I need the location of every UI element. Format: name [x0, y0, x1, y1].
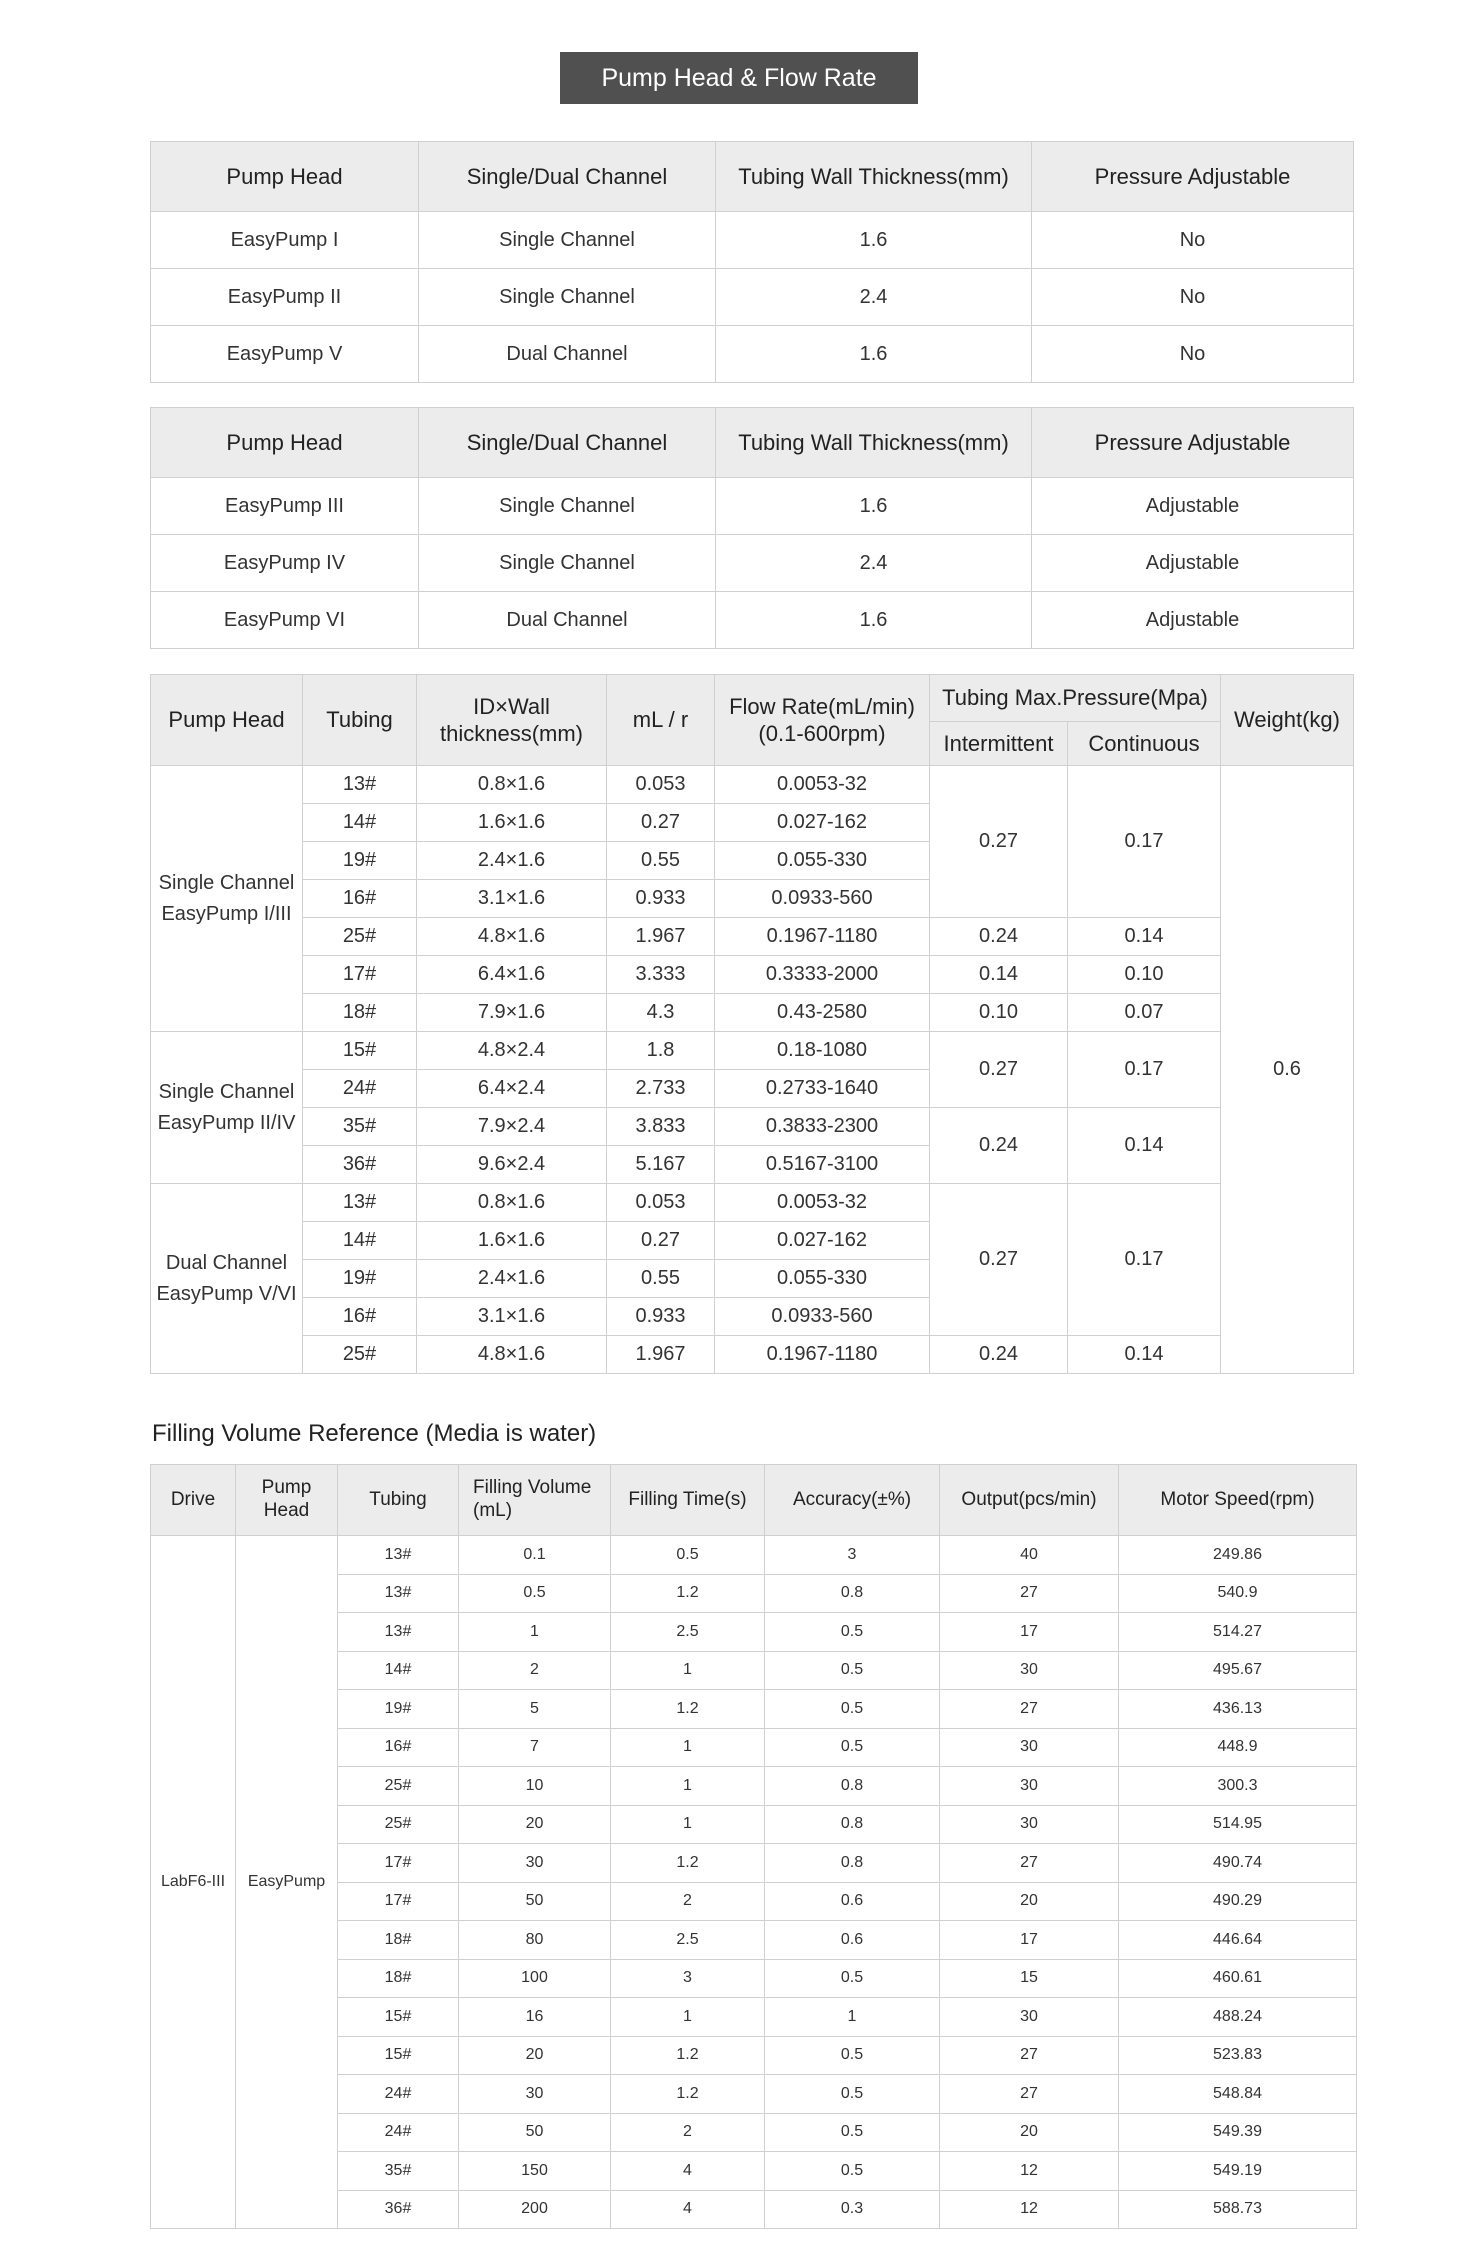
cell-motor-speed: 549.19: [1119, 2152, 1357, 2191]
table-row: [151, 478, 1354, 535]
cell-filling-volume: 16: [459, 1998, 611, 2037]
cell-filling-volume: 50: [459, 1882, 611, 1921]
cell-accuracy: 3: [765, 1536, 940, 1575]
cell-flow-rate: 0.1967-1180: [715, 918, 930, 956]
cell-ml-per-rev: 1.967: [607, 918, 715, 956]
group-label: Dual Channel EasyPump V/VI: [151, 1184, 303, 1374]
cell-motor-speed: 490.29: [1119, 1882, 1357, 1921]
cell-ml-per-rev: 4.3: [607, 994, 715, 1032]
cell-accuracy: 0.5: [765, 1690, 940, 1729]
table-row: [151, 269, 1354, 326]
cell-continuous: 0.14: [1068, 918, 1221, 956]
cell-ml-per-rev: 1.967: [607, 1336, 715, 1374]
cell-tubing: 16#: [303, 880, 417, 918]
cell-flow-rate: 0.027-162: [715, 1222, 930, 1260]
header-wall-thickness: Tubing Wall Thickness(mm): [716, 408, 1032, 478]
cell-filling-volume: 5: [459, 1690, 611, 1729]
cell-filling-volume: 200: [459, 2190, 611, 2229]
cell-tubing: 19#: [303, 1260, 417, 1298]
cell-flow-rate: 0.3333-2000: [715, 956, 930, 994]
header-filling-volume: Filling Volume (mL): [459, 1465, 611, 1536]
cell-filling-time: 1: [611, 1805, 765, 1844]
header-pressure-adjustable: Pressure Adjustable: [1032, 408, 1354, 478]
cell-filling-time: 2: [611, 2113, 765, 2152]
cell-accuracy: 0.5: [765, 1728, 940, 1767]
cell-pump-head: EasyPump IV: [151, 535, 419, 592]
cell-pump-head: EasyPump I: [151, 212, 419, 269]
cell-output: 15: [940, 1959, 1119, 1998]
cell-filling-time: 1: [611, 1767, 765, 1806]
cell-intermittent: 0.27: [930, 766, 1068, 918]
cell-id-wall: 0.8×1.6: [417, 1184, 607, 1222]
cell-channel: Single Channel: [419, 212, 716, 269]
header-wall-thickness: Tubing Wall Thickness(mm): [716, 142, 1032, 212]
table-row: [151, 1536, 1357, 1575]
cell-tubing: 13#: [303, 766, 417, 804]
cell-ml-per-rev: 2.733: [607, 1070, 715, 1108]
cell-motor-speed: 300.3: [1119, 1767, 1357, 1806]
cell-drive: LabF6-III: [151, 1536, 236, 2229]
cell-flow-rate: 0.5167-3100: [715, 1146, 930, 1184]
cell-filling-time: 2.5: [611, 1613, 765, 1652]
cell-motor-speed: 249.86: [1119, 1536, 1357, 1575]
cell-motor-speed: 514.27: [1119, 1613, 1357, 1652]
cell-output: 27: [940, 2075, 1119, 2114]
table-row: [151, 1336, 1354, 1374]
cell-channel: Single Channel: [419, 269, 716, 326]
cell-tubing: 25#: [303, 1336, 417, 1374]
cell-id-wall: 2.4×1.6: [417, 1260, 607, 1298]
cell-wall-thickness: 1.6: [716, 326, 1032, 383]
cell-accuracy: 0.6: [765, 1882, 940, 1921]
header-flow-rate: Flow Rate(mL/min) (0.1-600rpm): [715, 675, 930, 766]
cell-id-wall: 2.4×1.6: [417, 842, 607, 880]
cell-output: 30: [940, 1998, 1119, 2037]
cell-filling-volume: 1: [459, 1613, 611, 1652]
cell-accuracy: 0.5: [765, 2075, 940, 2114]
cell-output: 27: [940, 2036, 1119, 2075]
cell-filling-volume: 50: [459, 2113, 611, 2152]
cell-intermittent: 0.24: [930, 1336, 1068, 1374]
cell-motor-speed: 436.13: [1119, 1690, 1357, 1729]
header-pressure-adjustable: Pressure Adjustable: [1032, 142, 1354, 212]
cell-output: 40: [940, 1536, 1119, 1575]
header-id-wall: ID×Wall thickness(mm): [417, 675, 607, 766]
cell-tubing: 14#: [338, 1651, 459, 1690]
cell-pressure-adjustable: Adjustable: [1032, 478, 1354, 535]
cell-accuracy: 1: [765, 1998, 940, 2037]
cell-filling-time: 1: [611, 1651, 765, 1690]
header-max-pressure: Tubing Max.Pressure(Mpa): [930, 675, 1221, 722]
cell-flow-rate: 0.0053-32: [715, 766, 930, 804]
cell-accuracy: 0.8: [765, 1805, 940, 1844]
header-channel: Single/Dual Channel: [419, 408, 716, 478]
cell-weight: 0.6: [1221, 766, 1354, 1374]
cell-filling-volume: 150: [459, 2152, 611, 2191]
cell-output: 20: [940, 1882, 1119, 1921]
cell-intermittent: 0.24: [930, 1108, 1068, 1184]
table-row: [151, 956, 1354, 994]
cell-flow-rate: 0.055-330: [715, 1260, 930, 1298]
cell-accuracy: 0.5: [765, 2036, 940, 2075]
cell-continuous: 0.17: [1068, 1184, 1221, 1336]
cell-pump-head: EasyPump V: [151, 326, 419, 383]
header-filling-time: Filling Time(s): [611, 1465, 765, 1536]
cell-tubing: 18#: [338, 1959, 459, 1998]
cell-output: 27: [940, 1574, 1119, 1613]
cell-filling-volume: 0.1: [459, 1536, 611, 1575]
cell-continuous: 0.07: [1068, 994, 1221, 1032]
header-tubing: Tubing: [338, 1465, 459, 1536]
table-row: [151, 212, 1354, 269]
cell-ml-per-rev: 0.933: [607, 1298, 715, 1336]
cell-tubing: 17#: [338, 1882, 459, 1921]
cell-tubing: 18#: [338, 1921, 459, 1960]
cell-flow-rate: 0.18-1080: [715, 1032, 930, 1070]
cell-tubing: 36#: [338, 2190, 459, 2229]
cell-tubing: 15#: [338, 1998, 459, 2037]
cell-channel: Single Channel: [419, 478, 716, 535]
cell-pressure-adjustable: Adjustable: [1032, 592, 1354, 649]
header-tubing: Tubing: [303, 675, 417, 766]
table-row: [151, 766, 1354, 804]
cell-id-wall: 1.6×1.6: [417, 1222, 607, 1260]
cell-filling-time: 1.2: [611, 1690, 765, 1729]
flow-rate-table: [150, 674, 1354, 1374]
cell-id-wall: 4.8×2.4: [417, 1032, 607, 1070]
cell-motor-speed: 588.73: [1119, 2190, 1357, 2229]
cell-motor-speed: 548.84: [1119, 2075, 1357, 2114]
cell-output: 30: [940, 1651, 1119, 1690]
cell-motor-speed: 460.61: [1119, 1959, 1357, 1998]
cell-filling-time: 2.5: [611, 1921, 765, 1960]
cell-filling-volume: 10: [459, 1767, 611, 1806]
cell-tubing: 16#: [303, 1298, 417, 1336]
table-row: [151, 1032, 1354, 1070]
cell-motor-speed: 490.74: [1119, 1844, 1357, 1883]
table-row: [151, 918, 1354, 956]
cell-tubing: 19#: [338, 1690, 459, 1729]
cell-tubing: 25#: [303, 918, 417, 956]
cell-tubing: 19#: [303, 842, 417, 880]
cell-accuracy: 0.8: [765, 1844, 940, 1883]
cell-filling-volume: 20: [459, 2036, 611, 2075]
header-pump-head: Pump Head: [236, 1465, 338, 1536]
cell-tubing: 25#: [338, 1805, 459, 1844]
cell-intermittent: 0.10: [930, 994, 1068, 1032]
group-label: Single Channel EasyPump I/III: [151, 766, 303, 1032]
cell-intermittent: 0.27: [930, 1184, 1068, 1336]
cell-ml-per-rev: 3.333: [607, 956, 715, 994]
header-output: Output(pcs/min): [940, 1465, 1119, 1536]
cell-intermittent: 0.27: [930, 1032, 1068, 1108]
cell-pressure-adjustable: No: [1032, 212, 1354, 269]
cell-ml-per-rev: 0.55: [607, 842, 715, 880]
table-row: [151, 592, 1354, 649]
cell-intermittent: 0.24: [930, 918, 1068, 956]
cell-ml-per-rev: 5.167: [607, 1146, 715, 1184]
cell-tubing: 13#: [338, 1613, 459, 1652]
cell-filling-time: 1.2: [611, 1574, 765, 1613]
cell-id-wall: 6.4×1.6: [417, 956, 607, 994]
cell-wall-thickness: 2.4: [716, 269, 1032, 326]
cell-filling-time: 0.5: [611, 1536, 765, 1575]
cell-output: 17: [940, 1613, 1119, 1652]
cell-output: 30: [940, 1728, 1119, 1767]
cell-pump-head: EasyPump: [236, 1536, 338, 2229]
header-weight: Weight(kg): [1221, 675, 1354, 766]
cell-id-wall: 6.4×2.4: [417, 1070, 607, 1108]
cell-filling-time: 1: [611, 1998, 765, 2037]
cell-tubing: 35#: [303, 1108, 417, 1146]
cell-ml-per-rev: 0.27: [607, 1222, 715, 1260]
cell-pump-head: EasyPump III: [151, 478, 419, 535]
cell-filling-volume: 80: [459, 1921, 611, 1960]
cell-filling-time: 4: [611, 2152, 765, 2191]
filling-section-title: Filling Volume Reference (Media is water): [152, 1420, 597, 1447]
cell-pressure-adjustable: No: [1032, 269, 1354, 326]
cell-flow-rate: 0.43-2580: [715, 994, 930, 1032]
cell-accuracy: 0.3: [765, 2190, 940, 2229]
header-channel: Single/Dual Channel: [419, 142, 716, 212]
cell-flow-rate: 0.2733-1640: [715, 1070, 930, 1108]
cell-pump-head: EasyPump II: [151, 269, 419, 326]
cell-tubing: 17#: [303, 956, 417, 994]
cell-wall-thickness: 2.4: [716, 535, 1032, 592]
cell-flow-rate: 0.0933-560: [715, 1298, 930, 1336]
cell-tubing: 13#: [303, 1184, 417, 1222]
cell-accuracy: 0.5: [765, 2113, 940, 2152]
cell-wall-thickness: 1.6: [716, 592, 1032, 649]
header-continuous: Continuous: [1068, 722, 1221, 766]
cell-id-wall: 7.9×1.6: [417, 994, 607, 1032]
cell-flow-rate: 0.3833-2300: [715, 1108, 930, 1146]
cell-output: 17: [940, 1921, 1119, 1960]
cell-continuous: 0.17: [1068, 766, 1221, 918]
cell-motor-speed: 540.9: [1119, 1574, 1357, 1613]
cell-ml-per-rev: 0.933: [607, 880, 715, 918]
table-row: [151, 535, 1354, 592]
cell-output: 12: [940, 2152, 1119, 2191]
header-pump-head: Pump Head: [151, 142, 419, 212]
cell-filling-time: 1.2: [611, 1844, 765, 1883]
cell-pump-head: EasyPump VI: [151, 592, 419, 649]
cell-id-wall: 4.8×1.6: [417, 1336, 607, 1374]
cell-flow-rate: 0.0933-560: [715, 880, 930, 918]
header-pump-head: Pump Head: [151, 675, 303, 766]
cell-motor-speed: 446.64: [1119, 1921, 1357, 1960]
cell-tubing: 24#: [338, 2113, 459, 2152]
cell-pressure-adjustable: Adjustable: [1032, 535, 1354, 592]
cell-output: 20: [940, 2113, 1119, 2152]
cell-tubing: 24#: [338, 2075, 459, 2114]
header-accuracy: Accuracy(±%): [765, 1465, 940, 1536]
cell-output: 27: [940, 1690, 1119, 1729]
cell-accuracy: 0.5: [765, 1651, 940, 1690]
cell-flow-rate: 0.055-330: [715, 842, 930, 880]
cell-ml-per-rev: 0.55: [607, 1260, 715, 1298]
cell-filling-volume: 0.5: [459, 1574, 611, 1613]
cell-pressure-adjustable: No: [1032, 326, 1354, 383]
cell-accuracy: 0.5: [765, 1613, 940, 1652]
cell-tubing: 15#: [338, 2036, 459, 2075]
cell-id-wall: 7.9×2.4: [417, 1108, 607, 1146]
group-label: Single Channel EasyPump II/IV: [151, 1032, 303, 1184]
cell-channel: Dual Channel: [419, 326, 716, 383]
cell-filling-volume: 2: [459, 1651, 611, 1690]
cell-ml-per-rev: 0.27: [607, 804, 715, 842]
header-intermittent: Intermittent: [930, 722, 1068, 766]
cell-tubing: 35#: [338, 2152, 459, 2191]
cell-filling-volume: 7: [459, 1728, 611, 1767]
header-drive: Drive: [151, 1465, 236, 1536]
cell-filling-time: 2: [611, 1882, 765, 1921]
cell-ml-per-rev: 3.833: [607, 1108, 715, 1146]
cell-channel: Single Channel: [419, 535, 716, 592]
cell-id-wall: 9.6×2.4: [417, 1146, 607, 1184]
pump-head-table-2: [150, 407, 1354, 649]
cell-filling-time: 1.2: [611, 2036, 765, 2075]
cell-id-wall: 0.8×1.6: [417, 766, 607, 804]
cell-id-wall: 4.8×1.6: [417, 918, 607, 956]
cell-ml-per-rev: 1.8: [607, 1032, 715, 1070]
cell-flow-rate: 0.027-162: [715, 804, 930, 842]
cell-id-wall: 1.6×1.6: [417, 804, 607, 842]
cell-wall-thickness: 1.6: [716, 212, 1032, 269]
cell-id-wall: 3.1×1.6: [417, 880, 607, 918]
cell-filling-volume: 100: [459, 1959, 611, 1998]
cell-motor-speed: 488.24: [1119, 1998, 1357, 2037]
cell-filling-volume: 20: [459, 1805, 611, 1844]
cell-tubing: 25#: [338, 1767, 459, 1806]
cell-tubing: 14#: [303, 1222, 417, 1260]
page-title: Pump Head & Flow Rate: [560, 52, 918, 104]
cell-output: 27: [940, 1844, 1119, 1883]
cell-motor-speed: 495.67: [1119, 1651, 1357, 1690]
cell-output: 12: [940, 2190, 1119, 2229]
cell-output: 30: [940, 1767, 1119, 1806]
cell-accuracy: 0.8: [765, 1574, 940, 1613]
cell-motor-speed: 514.95: [1119, 1805, 1357, 1844]
table-row: [151, 1108, 1354, 1146]
cell-intermittent: 0.14: [930, 956, 1068, 994]
cell-continuous: 0.14: [1068, 1108, 1221, 1184]
cell-wall-thickness: 1.6: [716, 478, 1032, 535]
cell-tubing: 18#: [303, 994, 417, 1032]
table-row: [151, 326, 1354, 383]
cell-ml-per-rev: 0.053: [607, 1184, 715, 1222]
header-pump-head: Pump Head: [151, 408, 419, 478]
cell-motor-speed: 523.83: [1119, 2036, 1357, 2075]
table-row: [151, 1184, 1354, 1222]
cell-tubing: 13#: [338, 1536, 459, 1575]
header-ml-per-rev: mL / r: [607, 675, 715, 766]
cell-tubing: 24#: [303, 1070, 417, 1108]
cell-filling-time: 1.2: [611, 2075, 765, 2114]
cell-tubing: 13#: [338, 1574, 459, 1613]
cell-tubing: 17#: [338, 1844, 459, 1883]
cell-motor-speed: 549.39: [1119, 2113, 1357, 2152]
cell-tubing: 16#: [338, 1728, 459, 1767]
cell-motor-speed: 448.9: [1119, 1728, 1357, 1767]
cell-tubing: 15#: [303, 1032, 417, 1070]
filling-volume-table: [150, 1464, 1357, 2229]
cell-accuracy: 0.5: [765, 1959, 940, 1998]
cell-ml-per-rev: 0.053: [607, 766, 715, 804]
cell-filling-volume: 30: [459, 1844, 611, 1883]
cell-tubing: 36#: [303, 1146, 417, 1184]
cell-channel: Dual Channel: [419, 592, 716, 649]
cell-accuracy: 0.5: [765, 2152, 940, 2191]
cell-tubing: 14#: [303, 804, 417, 842]
cell-filling-time: 3: [611, 1959, 765, 1998]
cell-flow-rate: 0.0053-32: [715, 1184, 930, 1222]
cell-filling-time: 1: [611, 1728, 765, 1767]
cell-output: 30: [940, 1805, 1119, 1844]
cell-continuous: 0.10: [1068, 956, 1221, 994]
cell-id-wall: 3.1×1.6: [417, 1298, 607, 1336]
pump-head-table-1: [150, 141, 1354, 383]
cell-accuracy: 0.6: [765, 1921, 940, 1960]
cell-continuous: 0.17: [1068, 1032, 1221, 1108]
cell-filling-volume: 30: [459, 2075, 611, 2114]
cell-flow-rate: 0.1967-1180: [715, 1336, 930, 1374]
header-motor-speed: Motor Speed(rpm): [1119, 1465, 1357, 1536]
cell-continuous: 0.14: [1068, 1336, 1221, 1374]
cell-filling-time: 4: [611, 2190, 765, 2229]
cell-accuracy: 0.8: [765, 1767, 940, 1806]
table-row: [151, 994, 1354, 1032]
